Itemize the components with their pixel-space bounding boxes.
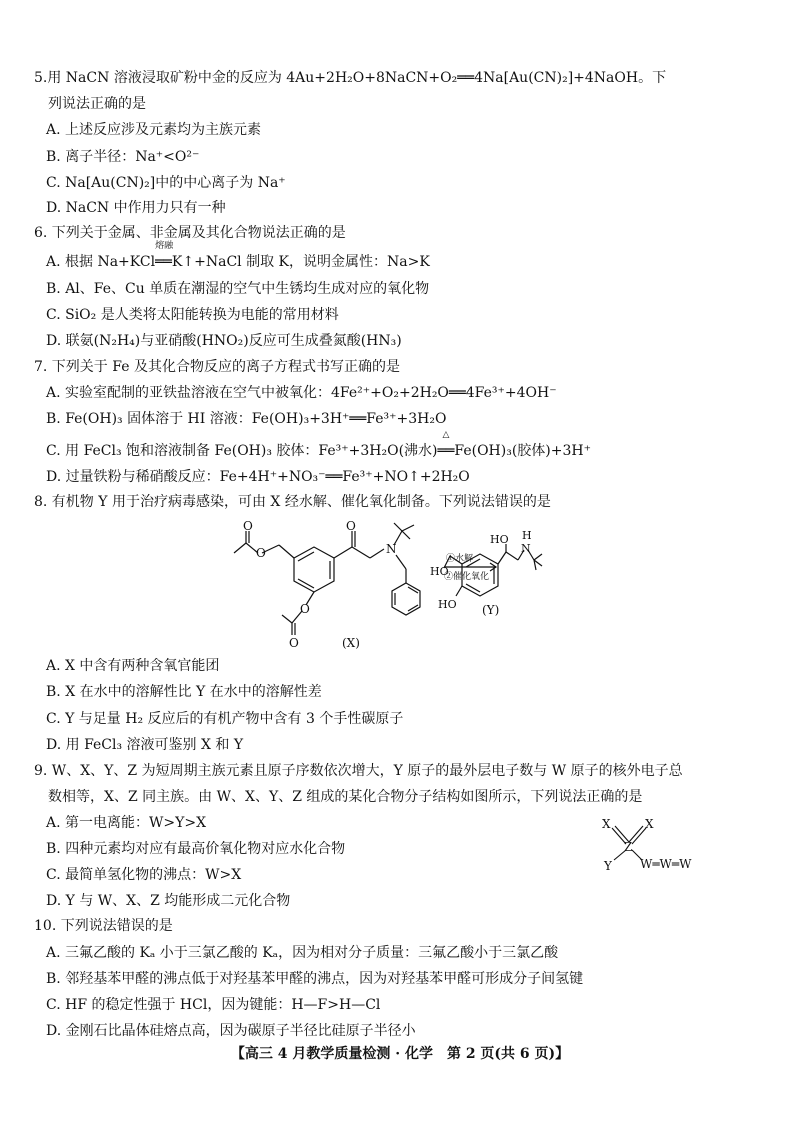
structure-x-carbonyl-oxygen-1: O	[243, 519, 253, 533]
q5-option-c: C. Na[Au(CN)₂]中的中心离子为 Na⁺	[46, 175, 286, 191]
structure-x-ketone-oxygen: O	[346, 519, 356, 533]
structure-y-nitrogen: N	[521, 542, 531, 555]
q5-option-d: D. NaCN 中作用力只有一种	[46, 200, 226, 216]
q6-a-condition: 熔融	[155, 241, 174, 251]
structure-x-nitrogen: N	[386, 542, 397, 556]
q6-option-b: B. Al、Fe、Cu 单质在潮湿的空气中生锈均生成对应的氧化物	[46, 281, 430, 297]
q7-c-prefix: C. 用 FeCl₃ 饱和溶液制备 Fe(OH)₃ 胶体：Fe³⁺+3H₂O(沸水)	[46, 443, 438, 459]
q5-stem-line2: 列说法正确的是	[48, 96, 146, 112]
q6-option-d: D. 联氨(N₂H₄)与亚硝酸(HNO₂)反应可生成叠氮酸(HN₃)	[46, 333, 402, 349]
q5-option-a: A. 上述反应涉及元素均为主族元素	[46, 122, 262, 138]
structure-x-carbonyl-oxygen-2: O	[289, 636, 299, 650]
q9-stem-line1: 9. W、X、Y、Z 为短周期主族元素且原子序数依次增大，Y 原子的最外层电子数与 W 原子的核外电子总	[34, 763, 683, 779]
q8-option-c: C. Y 与足量 H₂ 反应后的有机产物中含有 3 个手性碳原子	[46, 711, 404, 727]
q8-stem: 8. 有机物 Y 用于治疗病毒感染，可由 X 经水解、催化氧化制备。下列说法错误的是	[34, 494, 551, 510]
q7-option-d: D. 过量铁粉与稀硝酸反应：Fe+4H⁺+NO₃⁻══Fe³⁺+NO↑+2H₂O	[46, 469, 470, 485]
q6-stem: 6. 下列关于金属、非金属及其化合物说法正确的是	[34, 225, 346, 241]
structure-x-ester-oxygen-2: O	[300, 602, 310, 616]
structure-y-ho-chain: HO	[490, 533, 509, 546]
reaction-step-2: ②催化氧化	[444, 572, 490, 582]
structure-y-amine-h: H	[522, 529, 532, 542]
q9-option-b: B. 四种元素均对应有最高价氧化物对应水化合物	[46, 841, 346, 857]
q6-option-a	[46, 241, 770, 272]
q9-option-d: D. Y 与 W、X、Z 均能形成二元化合物	[46, 893, 291, 909]
q8-option-a: A. X 中含有两种含氧官能团	[46, 658, 220, 674]
q7-option-c	[46, 430, 770, 461]
q6-a-reaction-arrow	[155, 241, 174, 272]
q7-c-condition: △	[442, 430, 450, 440]
structure-x-ester-oxygen-1: O	[256, 546, 266, 560]
q7-c-equals: ══	[437, 443, 455, 459]
q10-option-d: D. 金刚石比晶体硅熔点高，因为碳原子半径比硅原子半径小	[46, 1023, 416, 1039]
q7-option-b: B. Fe(OH)₃ 固体溶于 HI 溶液：Fe(OH)₃+3H⁺══Fe³⁺+3H₂O	[46, 411, 447, 427]
q8-option-d: D. 用 FeCl₃ 溶液可鉴别 X 和 Y	[46, 737, 244, 753]
q9-option-c: C. 最简单氢化物的沸点：W>X	[46, 867, 242, 883]
q10-option-c: C. HF 的稳定性强于 HCl，因为键能：H—F>H—Cl	[46, 997, 381, 1013]
q9-stem-line2: 数相等，X、Z 同主族。由 W、X、Y、Z 组成的某化合物分子结构如图所示，下列说法正确的是	[48, 789, 643, 805]
q9-molecule-diagram	[600, 818, 710, 878]
q7-stem: 7. 下列关于 Fe 及其化合物反应的离子方程式书写正确的是	[34, 359, 400, 375]
structure-y-diagram	[430, 529, 542, 634]
q10-option-a: A. 三氟乙酸的 Kₐ 小于三氯乙酸的 Kₐ，因为相对分子质量：三氟乙酸小于三氯乙酸	[46, 945, 559, 961]
q5-stem-line1: 5.用 NaCN 溶液浸取矿粉中金的反应为 4Au+2H₂O+8NaCN+O₂══4Na[Au(CN)₂]+4NaOH。下	[34, 70, 667, 86]
q6-a-equals: ══	[155, 254, 172, 270]
q9-atom-x-right: X	[645, 817, 654, 831]
q7-c-reaction-arrow	[437, 430, 455, 461]
structure-x-label: (X)	[342, 636, 360, 650]
q6-option-c: C. SiO₂ 是人类将太阳能转换为电能的常用材料	[46, 307, 339, 323]
q9-atom-y: Y	[604, 859, 612, 873]
page-footer: 【高三 4 月教学质量检测 · 化学 第 2 页(共 6 页)】	[230, 1046, 570, 1062]
q6-a-prefix: A. 根据 Na+KCl	[46, 254, 156, 270]
q10-option-b: B. 邻羟基苯甲醛的沸点低于对羟基苯甲醛的沸点，因为对羟基苯甲醛可形成分子间氢键	[46, 971, 584, 987]
q8-option-b: B. X 在水中的溶解性比 Y 在水中的溶解性差	[46, 684, 322, 700]
q6-a-suffix: K↑+NaCl 制取 K，说明金属性：Na>K	[171, 254, 430, 270]
structure-y-ho-ring: HO	[430, 565, 449, 578]
reaction-step-1: ①水解	[446, 554, 474, 564]
q9-atom-z: Z	[624, 840, 633, 854]
q10-stem: 10. 下列说法错误的是	[34, 918, 173, 934]
q9-option-a: A. 第一电离能：W>Y>X	[46, 815, 207, 831]
q5-option-b: B. 离子半径：Na⁺<O²⁻	[46, 149, 200, 165]
q9-atom-chain-w: W═W═W	[640, 857, 692, 871]
q7-option-a: A. 实验室配制的亚铁盐溶液在空气中被氧化：4Fe²⁺+O₂+2H₂O══4Fe³⁺+4OH⁻	[46, 385, 557, 401]
q7-c-suffix: Fe(OH)₃(胶体)+3H⁺	[454, 443, 591, 459]
structure-y-label: (Y)	[482, 603, 500, 617]
q9-atom-x-left: X	[602, 817, 611, 831]
structure-y-ho-phenol: HO	[438, 598, 457, 611]
